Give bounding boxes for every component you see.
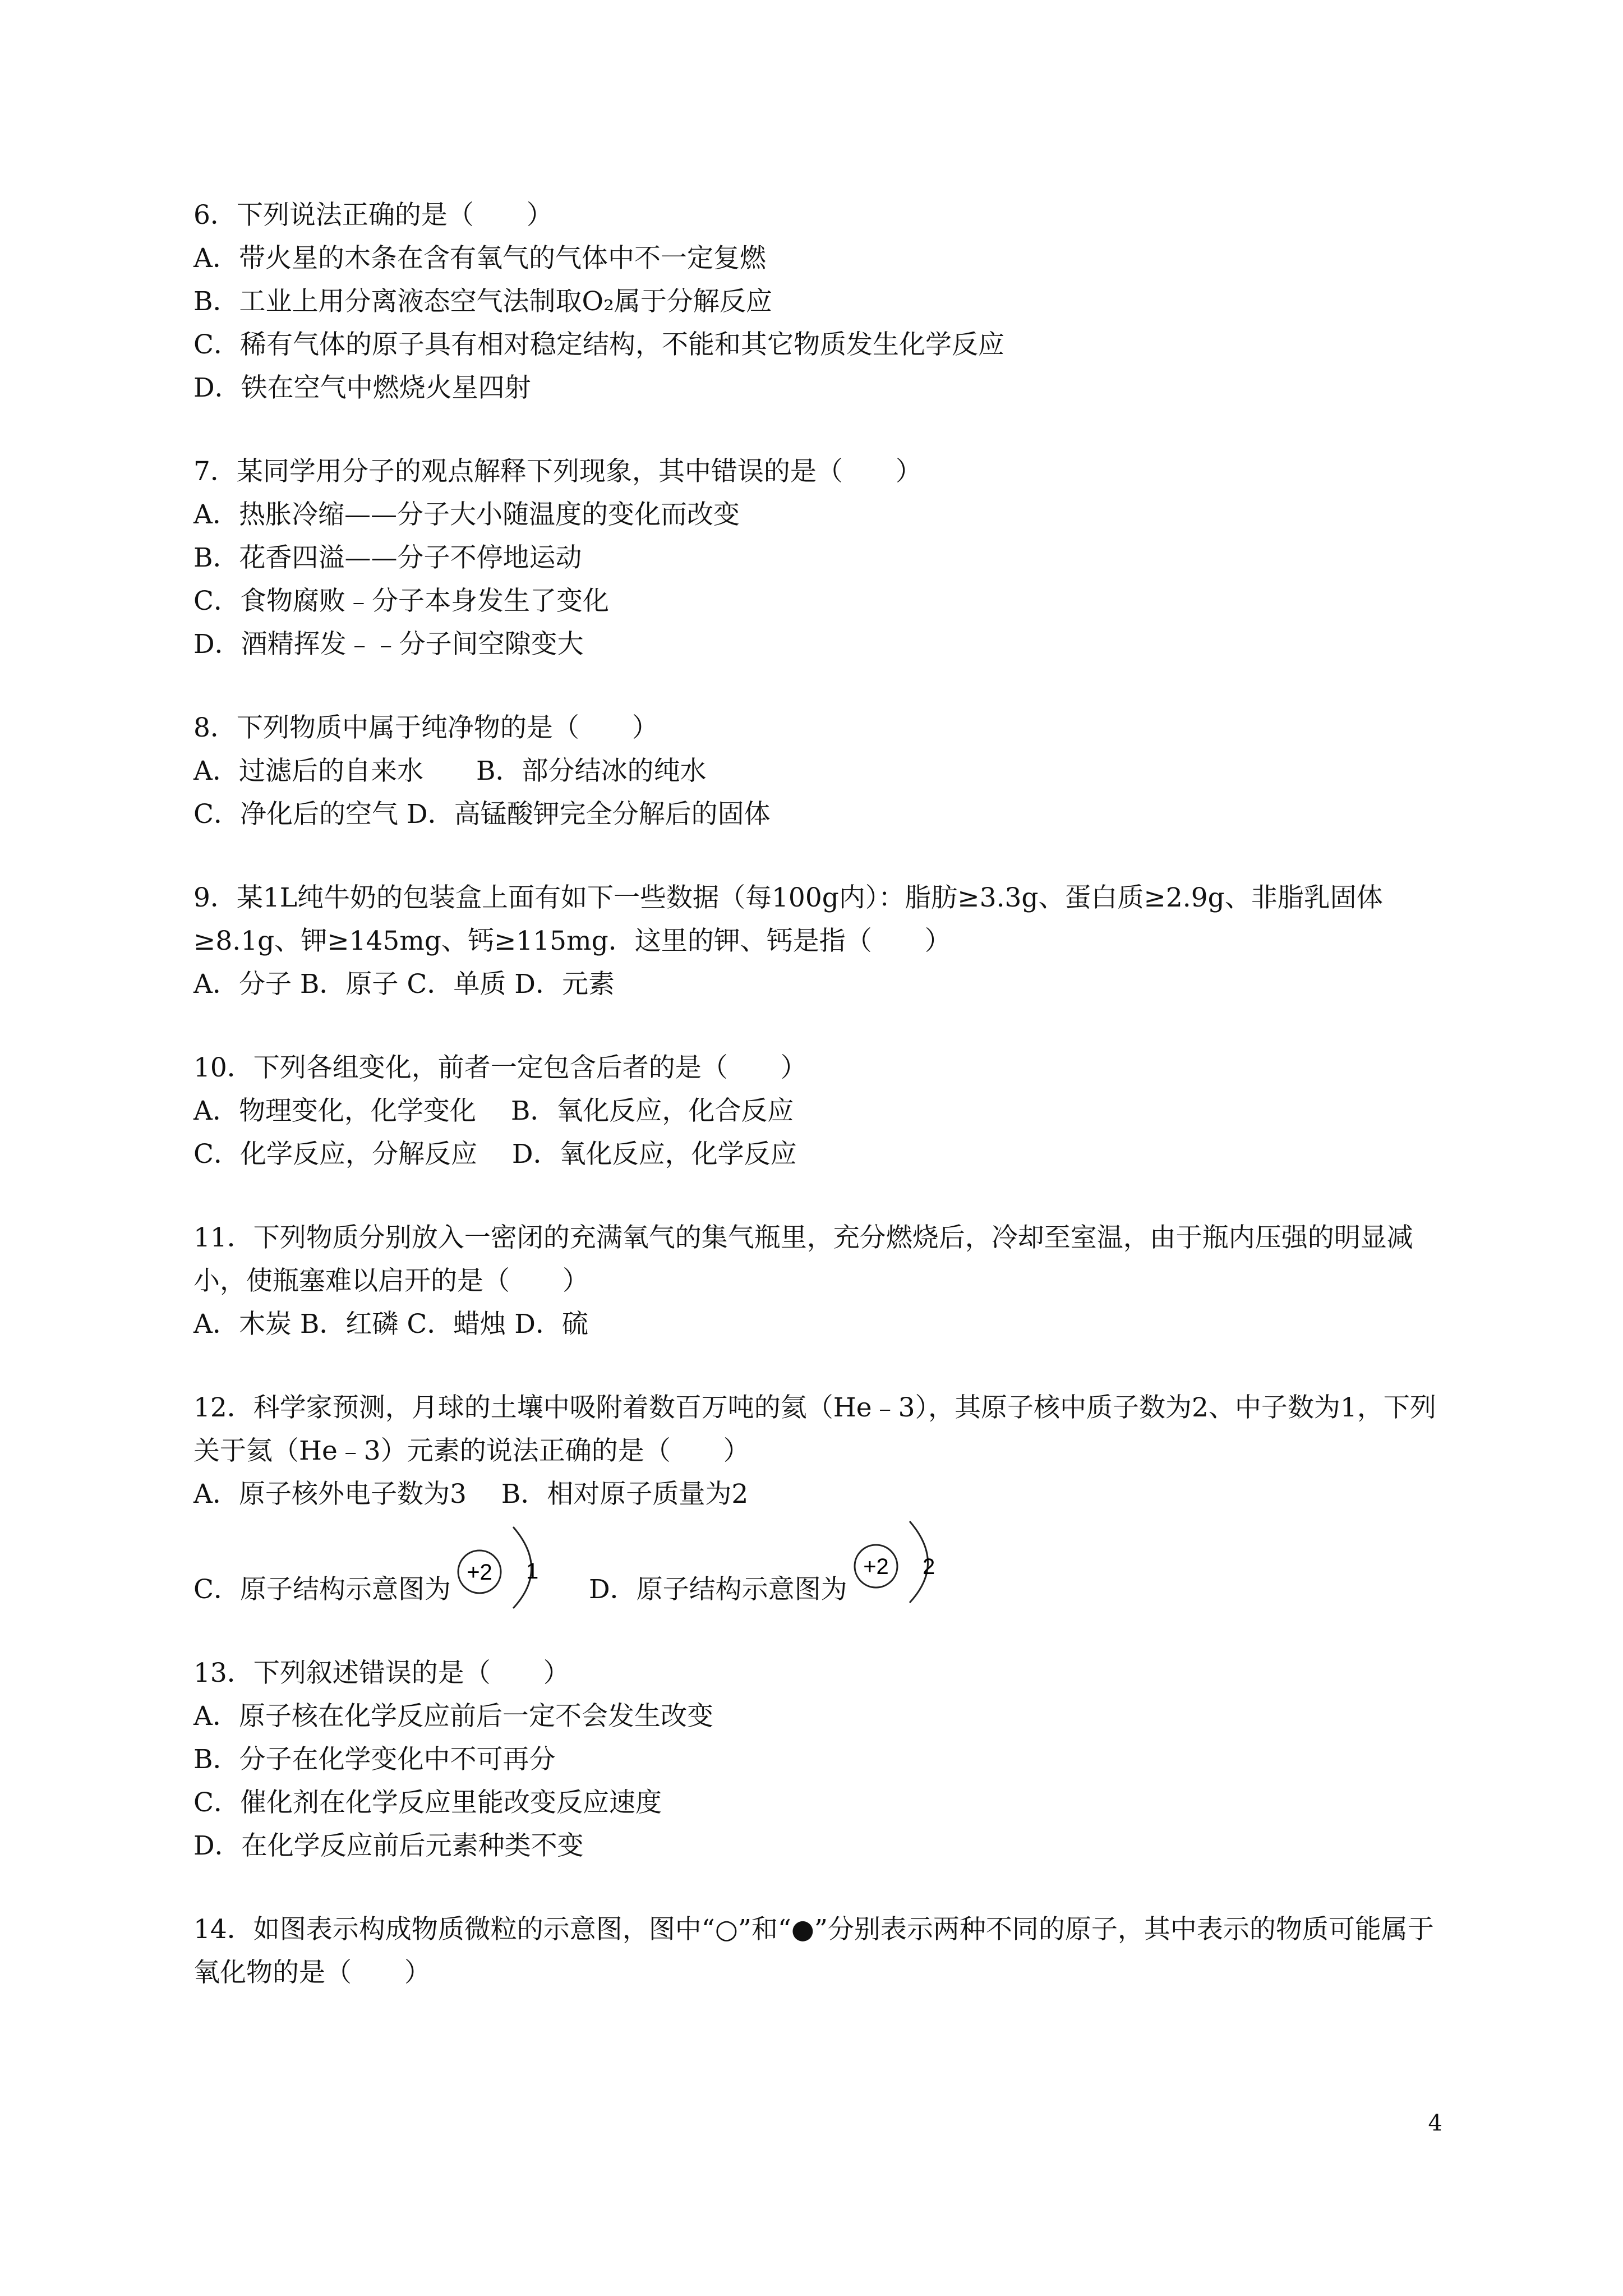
option-row-cd: C．净化后的空气 D．高锰酸钾完全分解后的固体 bbox=[193, 799, 771, 830]
question-10 bbox=[193, 1046, 1438, 1176]
question-12 bbox=[193, 1386, 1438, 1611]
figure-option-row bbox=[193, 1516, 1438, 1611]
option-row-ab: A．原子核外电子数为3 B．相对原子质量为2 bbox=[193, 1479, 749, 1510]
option-c: C．食物腐败﹣分子本身发生了变化 bbox=[193, 586, 609, 616]
atom-structure-diagram bbox=[454, 1516, 555, 1611]
option-c: C．稀有气体的原子具有相对稳定结构，不能和其它物质发生化学反应 bbox=[193, 329, 1004, 360]
electron-count: 1 bbox=[525, 1559, 539, 1584]
option-a: A．带火星的木条在含有氧气的气体中不一定复燃 bbox=[193, 243, 766, 274]
option-row-ab: A．物理变化，化学变化 B．氧化反应，化合反应 bbox=[193, 1096, 794, 1126]
option-b: B．花香四溢——分子不停地运动 bbox=[193, 542, 582, 573]
question-stem: 7．某同学用分子的观点解释下列现象，其中错误的是（ ） bbox=[193, 456, 922, 487]
option-c-label: C．原子结构示意图为 bbox=[193, 1574, 451, 1605]
question-list bbox=[193, 194, 1438, 1994]
nucleus-charge: +2 bbox=[467, 1560, 492, 1585]
option-b: B．分子在化学变化中不可再分 bbox=[193, 1744, 556, 1775]
question-stem: 11．下列物质分别放入一密闭的充满氧气的集气瓶里，充分燃烧后，冷却至室温，由于瓶内压强的明显减小，使瓶塞难以启开的是（ ） bbox=[193, 1222, 1413, 1296]
option-row-cd: C．化学反应，分解反应 D．氧化反应，化学反应 bbox=[193, 1139, 797, 1170]
option-row-ab: A．过滤后的自来水 B．部分结冰的纯水 bbox=[193, 756, 707, 786]
option-a: A．原子核在化学反应前后一定不会发生改变 bbox=[193, 1701, 713, 1732]
question-stem: 9．某1L纯牛奶的包装盒上面有如下一些数据（每100g内）：脂肪≥3.3g、蛋白质≥2.9g、非脂乳固体≥8.1g、钾≥145mg、钙≥115mg．这里的钾、钙是指（ ） bbox=[193, 882, 1383, 956]
option-c-figure bbox=[193, 1516, 555, 1611]
question-14 bbox=[193, 1908, 1438, 1994]
question-stem: 10．下列各组变化，前者一定包含后者的是（ ） bbox=[193, 1052, 807, 1083]
question-stem: 12．科学家预测，月球的土壤中吸附着数百万吨的氦（He﹣3），其原子核中质子数为2、中子数为1，下列关于氦（He﹣3）元素的说法正确的是（ ） bbox=[193, 1392, 1436, 1466]
option-row: A．木炭 B．红磷 C．蜡烛 D．硫 bbox=[193, 1309, 588, 1340]
option-d: D．在化学反应前后元素种类不变 bbox=[193, 1830, 584, 1861]
page-number: 4 bbox=[1428, 2110, 1442, 2136]
question-7 bbox=[193, 450, 1438, 666]
atom-structure-diagram bbox=[851, 1516, 952, 1611]
question-11 bbox=[193, 1216, 1438, 1346]
question-stem: 14．如图表示构成物质微粒的示意图，图中“○”和“●”分别表示两种不同的原子，其中表示的物质可能属于氧化物的是（ ） bbox=[193, 1914, 1434, 1988]
option-d: D．铁在空气中燃烧火星四射 bbox=[193, 372, 531, 403]
option-d-label: D．原子结构示意图为 bbox=[588, 1574, 847, 1605]
question-13 bbox=[193, 1651, 1438, 1867]
option-a: A．热胀冷缩——分子大小随温度的变化而改变 bbox=[193, 499, 740, 530]
option-d: D．酒精挥发﹣﹣分子间空隙变大 bbox=[193, 629, 584, 660]
question-8 bbox=[193, 706, 1438, 836]
option-row: A．分子 B．原子 C．单质 D．元素 bbox=[193, 969, 615, 1000]
question-stem: 6．下列说法正确的是（ ） bbox=[193, 200, 553, 231]
question-stem: 8．下列物质中属于纯净物的是（ ） bbox=[193, 712, 658, 743]
question-stem: 13．下列叙述错误的是（ ） bbox=[193, 1658, 570, 1688]
question-9 bbox=[193, 876, 1438, 1006]
nucleus-charge: +2 bbox=[863, 1554, 889, 1579]
option-b: B．工业上用分离液态空气法制取O₂属于分解反应 bbox=[193, 286, 772, 317]
option-c: C．催化剂在化学反应里能改变反应速度 bbox=[193, 1787, 662, 1818]
question-6 bbox=[193, 194, 1438, 409]
electron-count: 2 bbox=[922, 1554, 935, 1579]
option-d-figure bbox=[589, 1516, 952, 1611]
